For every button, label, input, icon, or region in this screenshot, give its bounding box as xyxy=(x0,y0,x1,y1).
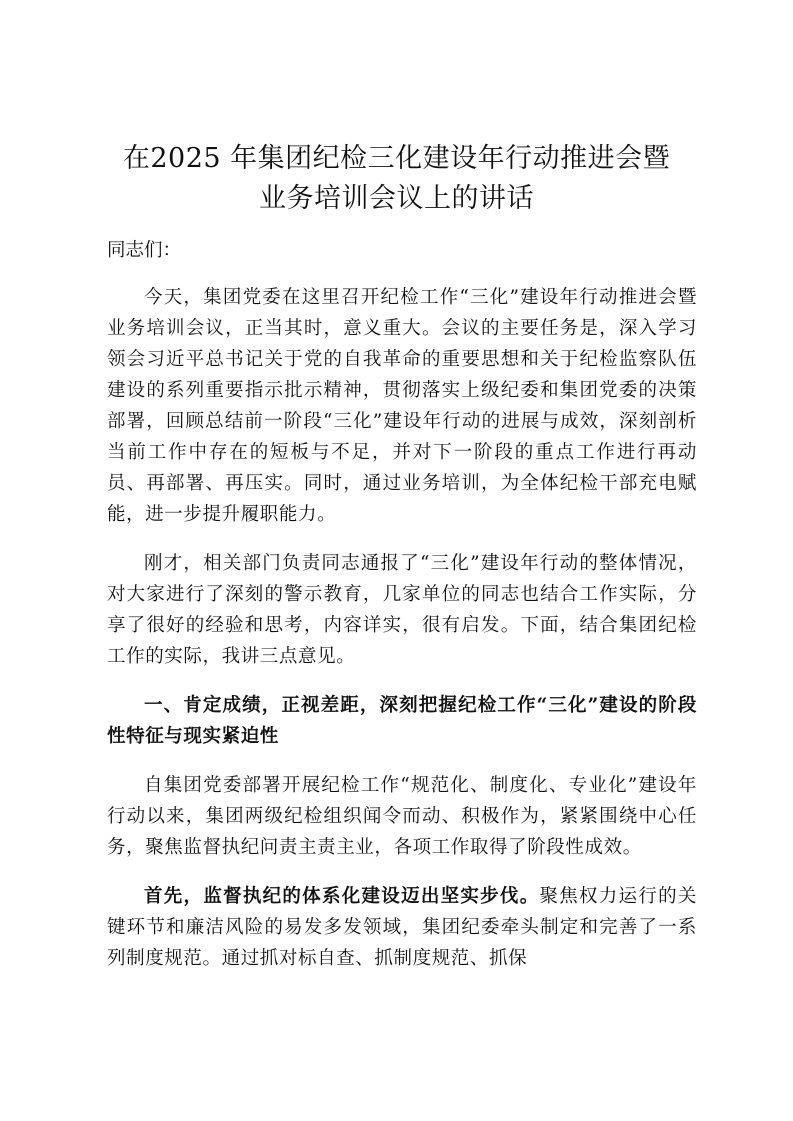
salutation: 同志们： xyxy=(107,240,182,261)
paragraph-achievements: 自集团党委部署开展纪检工作“规范化、制度化、专业化”建设年行动以来，集团两级纪检组织闻令而动、积极作为，紧紧围绕中心任务，聚焦监督执纪问责主责主业，各项工作取得了阶段性成效。 xyxy=(107,775,697,858)
paragraph-transition: 刚才，相关部门负责同志通报了“三化”建设年行动的整体情况，对大家进行了深刻的警示教育，几家单位的同志也结合工作实际，分享了很好的经验和思考，内容详实，很有启发。下面，结合集团纪检工作的实际，我讲三点意见。 xyxy=(107,553,697,667)
document-body xyxy=(107,235,697,992)
paragraph-lead-sentence: 首先，监督执纪的体系化建设迈出坚实步伐。 xyxy=(144,886,540,907)
paragraph-body-text: 聚焦权力运行的关键环节和廉洁风险的易发多发领域，集团纪委牵头制定和完善了一系列制度规范。通过抓对标自查、抓制度规范、抓保 xyxy=(107,886,697,969)
paragraph-first-point xyxy=(107,881,697,974)
title-line-2: 业务培训会议上的讲话 xyxy=(259,183,534,214)
title-line-1: 在2025 年集团纪检三化建设年行动推进会暨 xyxy=(122,143,671,174)
document-title xyxy=(90,139,703,219)
paragraph-opening: 今天，集团党委在这里召开纪检工作“三化”建设年行动推进会暨业务培训会议，正当其时，意义重大。会议的主要任务是，深入学习领会习近平总书记关于党的自我革命的重要思想和关于纪检监察队伍建设的系列重要指示批示精神，贯彻落实上级纪委和集团党委的决策部署，回顾总结前一阶段“三化”建设年行动的进展与成效，深刻剖析当前工作中存在的短板与不足，并对下一阶段的重点工作进行再动员、再部署、再压实。同时，通过业务培训，为全体纪检干部充电赋能，进一步提升履职能力。 xyxy=(107,287,697,525)
section-heading-1: 一、肯定成绩，正视差距，深刻把握纪检工作“三化”建设的阶段性特征与现实紧迫性 xyxy=(107,695,697,747)
